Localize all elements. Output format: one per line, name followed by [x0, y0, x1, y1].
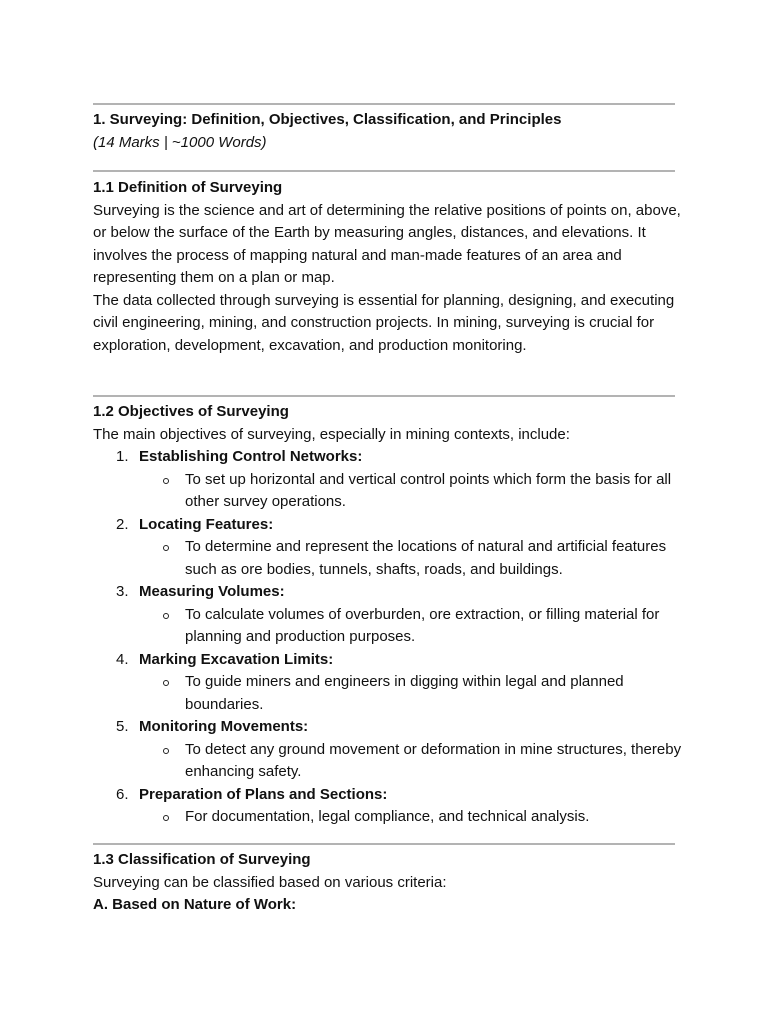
divider	[93, 843, 675, 845]
sub-item-text: To detect any ground movement or deformation in mine structures, thereby enhancing safety.	[185, 740, 682, 780]
list-item-title: Preparation of Plans and Sections:	[139, 785, 388, 803]
list-item	[93, 784, 683, 829]
section-subtitle: (14 Marks | ~1000 Words)	[93, 133, 267, 151]
sub-list	[139, 469, 683, 514]
list-item	[93, 446, 683, 514]
section-title: 1. Surveying: Definition, Objectives, Classification, and Principles	[93, 111, 562, 128]
list-number: 2.	[116, 515, 129, 533]
paragraph: The data collected through surveying is essential for planning, designing, and executing civil engineering, mining, and construction projects. In mining, surveying is crucial for exploration, development, excavation, and production monitoring.	[93, 291, 675, 354]
objectives-list	[93, 446, 683, 829]
list-item	[93, 716, 683, 784]
divider	[93, 103, 675, 105]
sub-list	[139, 604, 683, 649]
section-heading: 1.3 Classification of Surveying	[93, 851, 311, 868]
sub-item-text: To set up horizontal and vertical control points which form the basis for all other survey operations.	[185, 470, 672, 510]
list-item-title: Establishing Control Networks:	[139, 448, 363, 465]
sub-list-item	[139, 671, 683, 716]
list-item-title: Measuring Volumes:	[139, 583, 285, 600]
list-item	[93, 649, 683, 717]
paragraph: The main objectives of surveying, especially in mining contexts, include:	[93, 425, 570, 443]
sub-list	[139, 536, 683, 581]
list-number: 1.	[116, 448, 129, 465]
hollow-bullet-icon	[163, 815, 169, 821]
hollow-bullet-icon	[163, 613, 169, 619]
list-number: 3.	[116, 583, 129, 600]
section-1-3	[93, 849, 683, 917]
sub-list-item	[139, 469, 683, 514]
list-item	[93, 514, 683, 582]
divider	[93, 170, 675, 172]
list-item-title: Monitoring Movements:	[139, 718, 309, 735]
section-1-1	[93, 177, 683, 357]
hollow-bullet-icon	[163, 748, 169, 754]
list-number: 5.	[116, 718, 129, 735]
sub-list-item	[139, 739, 683, 784]
section-heading: 1.1 Definition of Surveying	[93, 179, 283, 196]
sub-list	[139, 739, 683, 784]
paragraph: Surveying can be classified based on various criteria:	[93, 873, 447, 891]
subsection-heading: A. Based on Nature of Work:	[93, 896, 297, 913]
hollow-bullet-icon	[163, 478, 169, 484]
list-number: 4.	[116, 650, 129, 668]
sub-list	[139, 806, 683, 829]
sub-item-text: For documentation, legal compliance, and technical analysis.	[185, 808, 590, 825]
list-item-title: Marking Excavation Limits:	[139, 650, 334, 668]
sub-item-text: To guide miners and engineers in digging within legal and planned boundaries.	[185, 673, 624, 713]
sub-item-text: To determine and represent the locations of natural and artificial features such as ore bodies, tunnels, shafts, roads, and buildings.	[185, 538, 667, 578]
list-item	[93, 581, 683, 649]
hollow-bullet-icon	[163, 545, 169, 551]
section-heading: 1.2 Objectives of Surveying	[93, 403, 289, 420]
section-1-2	[93, 401, 683, 829]
sub-list-item	[139, 806, 683, 829]
list-item-title: Locating Features:	[139, 515, 274, 533]
divider	[93, 395, 675, 397]
sub-list-item	[139, 604, 683, 649]
sub-item-text: To calculate volumes of overburden, ore extraction, or filling material for planning and production purposes.	[185, 605, 660, 645]
sub-list	[139, 671, 683, 716]
list-number: 6.	[116, 785, 129, 803]
hollow-bullet-icon	[163, 680, 169, 686]
sub-list-item	[139, 536, 683, 581]
paragraph: Surveying is the science and art of determining the relative positions of points on, above, or below the surface of the Earth by measuring angles, distances, and elevations. It involves the process of mapping natural and man-made features of an area and representing them on a plan or map.	[93, 201, 681, 286]
section-1-header	[93, 109, 683, 154]
